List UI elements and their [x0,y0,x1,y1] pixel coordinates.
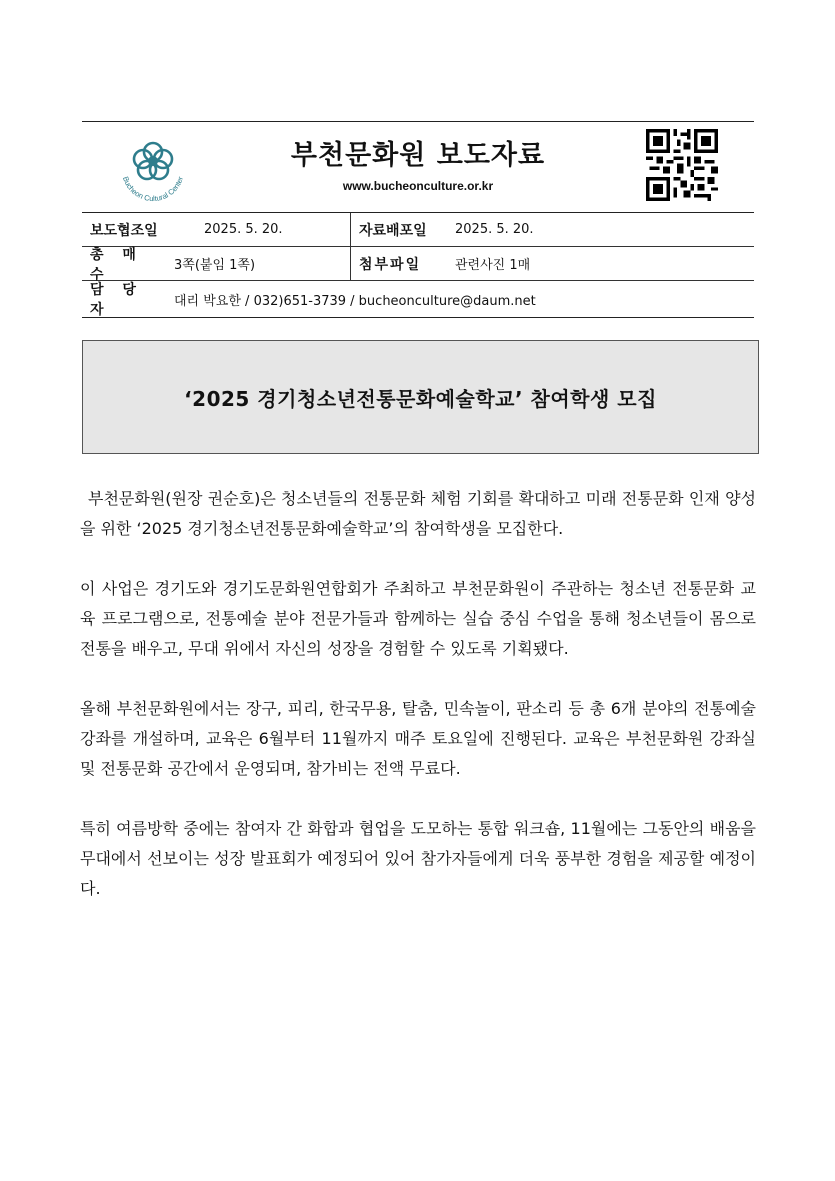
pages-label: 총 매 수 [90,246,143,283]
attachment-label: 첨부파일 [359,256,422,273]
cooperation-date: 2025. 5. 20. [204,222,283,237]
contact-value: 대리 박요한 / 032)651-3739 / bucheonculture@daum.net [174,293,536,309]
info-row-dates [82,213,754,247]
qr-code-icon [646,129,718,201]
paragraph-3: 올해 부천문화원에서는 장구, 피리, 한국무용, 탈춤, 민속놀이, 판소리 등 총 6개 분야의 전통예술 강좌를 개설하며, 교육은 6월부터 11월까지 매주 토요일에 진행된다. 교육은 부천문화원 강좌실 및 전통문화 공간에서 운영되며, 참가비는 전액 무료다. [80,699,756,778]
pages-count: 3쪽(붙임 1쪽) [174,258,256,273]
release-info-table [82,213,754,318]
paragraph-1: 부천문화원(원장 권순호)은 청소년들의 전통문화 체험 기회를 확대하고 미래 전통문화 인재 양성을 위한 ‘2025 경기청소년전통문화예술학교’의 참여학생을 모집한다. [80,489,756,538]
headline-box: ‘2025 경기청소년전통문화예술학교’ 참여학생 모집 [82,340,759,454]
paragraph-2: 이 사업은 경기도와 경기도문화원연합회가 주최하고 부천문화원이 주관하는 청소년 전통문화 교육 프로그램으로, 전통예술 분야 전문가들과 함께하는 실습 중심 수업을 통해 청소년들이 몸으로 전통을 배우고, 무대 위에서 자신의 성장을 경험할 수 있도록 기획됐다. [80,579,756,658]
contact-label: 담 당 자 [90,282,143,318]
svg-text:Bucheon Cultural Center: Bucheon Cultural Center [120,175,186,204]
page-title: 부천문화원 보도자료 [290,140,546,171]
cooperation-date-label: 보도협조일 [90,222,158,239]
distribution-date-label: 자료배포일 [359,222,427,239]
paragraph-4: 특히 여름방학 중에는 참여자 간 화합과 협업을 도모하는 통합 워크숍, 11월에는 그동안의 배움을 무대에서 선보이는 성장 발표회가 예정되어 있어 참가자들에게 더욱 풍부한 경험을 제공할 예정이다. [80,819,756,898]
website-url[interactable]: www.bucheonculture.or.kr [342,179,494,193]
info-row-pages [82,247,754,281]
press-release-header [82,121,754,213]
info-row-contact [82,281,754,318]
article-body [80,484,756,934]
distribution-date: 2025. 5. 20. [455,222,534,237]
attachment-value: 관련사진 1매 [455,258,531,273]
